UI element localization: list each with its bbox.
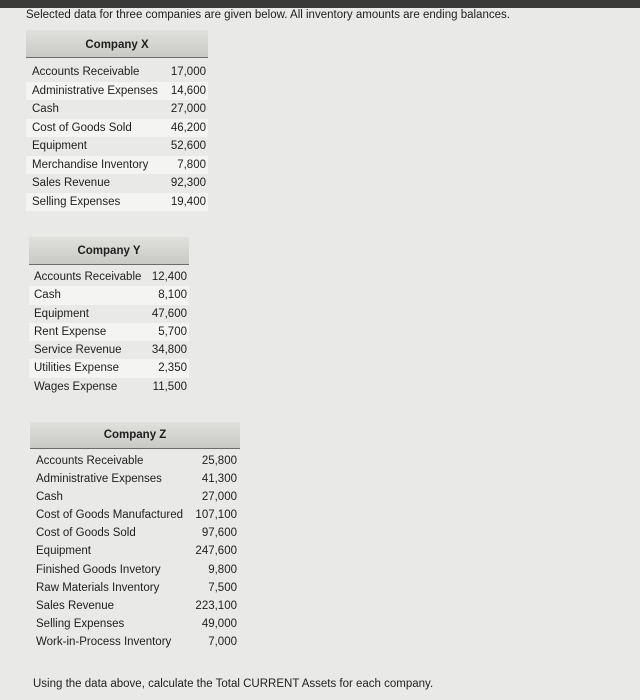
- row-value: 52,600: [170, 140, 206, 152]
- row-value: 223,100: [195, 599, 237, 612]
- company-y-table: [29, 237, 189, 396]
- table-row: [26, 119, 208, 138]
- table-row: [30, 488, 240, 506]
- table-row: [30, 506, 240, 524]
- row-value: 8,100: [158, 289, 187, 302]
- table-row: [30, 615, 240, 633]
- table-row: [30, 542, 240, 560]
- row-value: 49,000: [201, 617, 237, 630]
- table-row: [26, 174, 208, 193]
- row-label: Cost of Goods Manufactured: [36, 509, 184, 522]
- row-label: Cash: [36, 491, 63, 504]
- row-label: Wages Expense: [34, 380, 118, 393]
- table-row: [26, 137, 208, 156]
- row-label: Selling Expenses: [32, 195, 121, 208]
- table-row: [30, 579, 240, 597]
- row-label: Accounts Receivable: [34, 271, 142, 283]
- table-row: [26, 63, 208, 82]
- row-value: 14,600: [170, 84, 206, 97]
- row-value: 27,000: [170, 103, 206, 115]
- table-row: [29, 305, 189, 323]
- company-x-title: Company X: [26, 30, 208, 58]
- question-text: Using the data above, calculate the Total CURRENT Assets for each company.: [33, 678, 434, 690]
- row-label: Accounts Receivable: [32, 66, 140, 78]
- row-value: 5,700: [158, 325, 187, 338]
- row-value: 97,600: [201, 527, 237, 540]
- table-row: [30, 597, 240, 615]
- row-label: Administrative Expenses: [32, 84, 158, 97]
- row-value: 12,400: [151, 271, 187, 283]
- table-row: [26, 82, 208, 101]
- row-value: 27,000: [201, 491, 237, 504]
- row-label: Service Revenue: [34, 344, 122, 357]
- row-label: Cash: [34, 289, 61, 302]
- company-z-title: Company Z: [30, 422, 240, 449]
- table-row: [29, 341, 189, 359]
- row-label: Selling Expenses: [36, 617, 125, 630]
- row-value: 41,300: [201, 473, 237, 486]
- row-label: Sales Revenue: [36, 599, 114, 612]
- table-row: [29, 378, 189, 396]
- row-value: 34,800: [151, 344, 187, 357]
- intro-text: Selected data for three companies are given below. All inventory amounts are ending balances.: [26, 9, 510, 21]
- row-label: Finished Goods Invetory: [36, 563, 161, 576]
- row-value: 7,500: [208, 581, 237, 594]
- row-value: 9,800: [208, 563, 237, 576]
- row-value: 107,100: [195, 509, 237, 522]
- row-label: Work-in-Process Inventory: [36, 635, 172, 648]
- row-label: Administrative Expenses: [36, 473, 162, 486]
- row-value: 11,500: [152, 380, 187, 393]
- row-value: 46,200: [170, 121, 206, 134]
- table-row: [29, 359, 189, 377]
- row-value: 7,000: [208, 635, 237, 648]
- row-label: Rent Expense: [34, 325, 107, 338]
- row-value: 25,800: [201, 455, 237, 467]
- row-label: Cash: [32, 103, 59, 115]
- table-row: [29, 323, 189, 341]
- row-label: Sales Revenue: [32, 177, 110, 189]
- row-label: Cost of Goods Sold: [36, 527, 136, 540]
- row-label: Merchandise Inventory: [32, 158, 149, 171]
- company-z-table: [30, 422, 240, 651]
- row-label: Cost of Goods Sold: [32, 121, 132, 134]
- table-row: [30, 633, 240, 651]
- table-row: [30, 470, 240, 488]
- row-value: 19,400: [170, 195, 206, 208]
- row-label: Accounts Receivable: [36, 455, 144, 467]
- row-label: Utilities Expense: [34, 362, 120, 375]
- row-label: Raw Materials Inventory: [36, 581, 160, 594]
- top-edge: [0, 0, 640, 8]
- table-row: [26, 100, 208, 119]
- row-value: 92,300: [170, 177, 206, 189]
- row-label: Equipment: [32, 140, 87, 152]
- row-value: 17,000: [170, 66, 206, 78]
- table-row: [30, 561, 240, 579]
- table-row: [29, 286, 189, 304]
- table-row: [26, 156, 208, 175]
- table-row: [30, 524, 240, 542]
- row-label: Equipment: [34, 307, 89, 320]
- row-value: 7,800: [177, 158, 206, 171]
- company-y-title: Company Y: [29, 237, 189, 265]
- row-value: 247,600: [195, 545, 237, 558]
- table-row: [26, 193, 208, 212]
- row-value: 2,350: [158, 362, 187, 375]
- row-label: Equipment: [36, 545, 91, 558]
- table-row: [30, 452, 240, 470]
- table-row: [29, 268, 189, 286]
- company-x-table: [26, 30, 208, 211]
- row-value: 47,600: [151, 307, 187, 320]
